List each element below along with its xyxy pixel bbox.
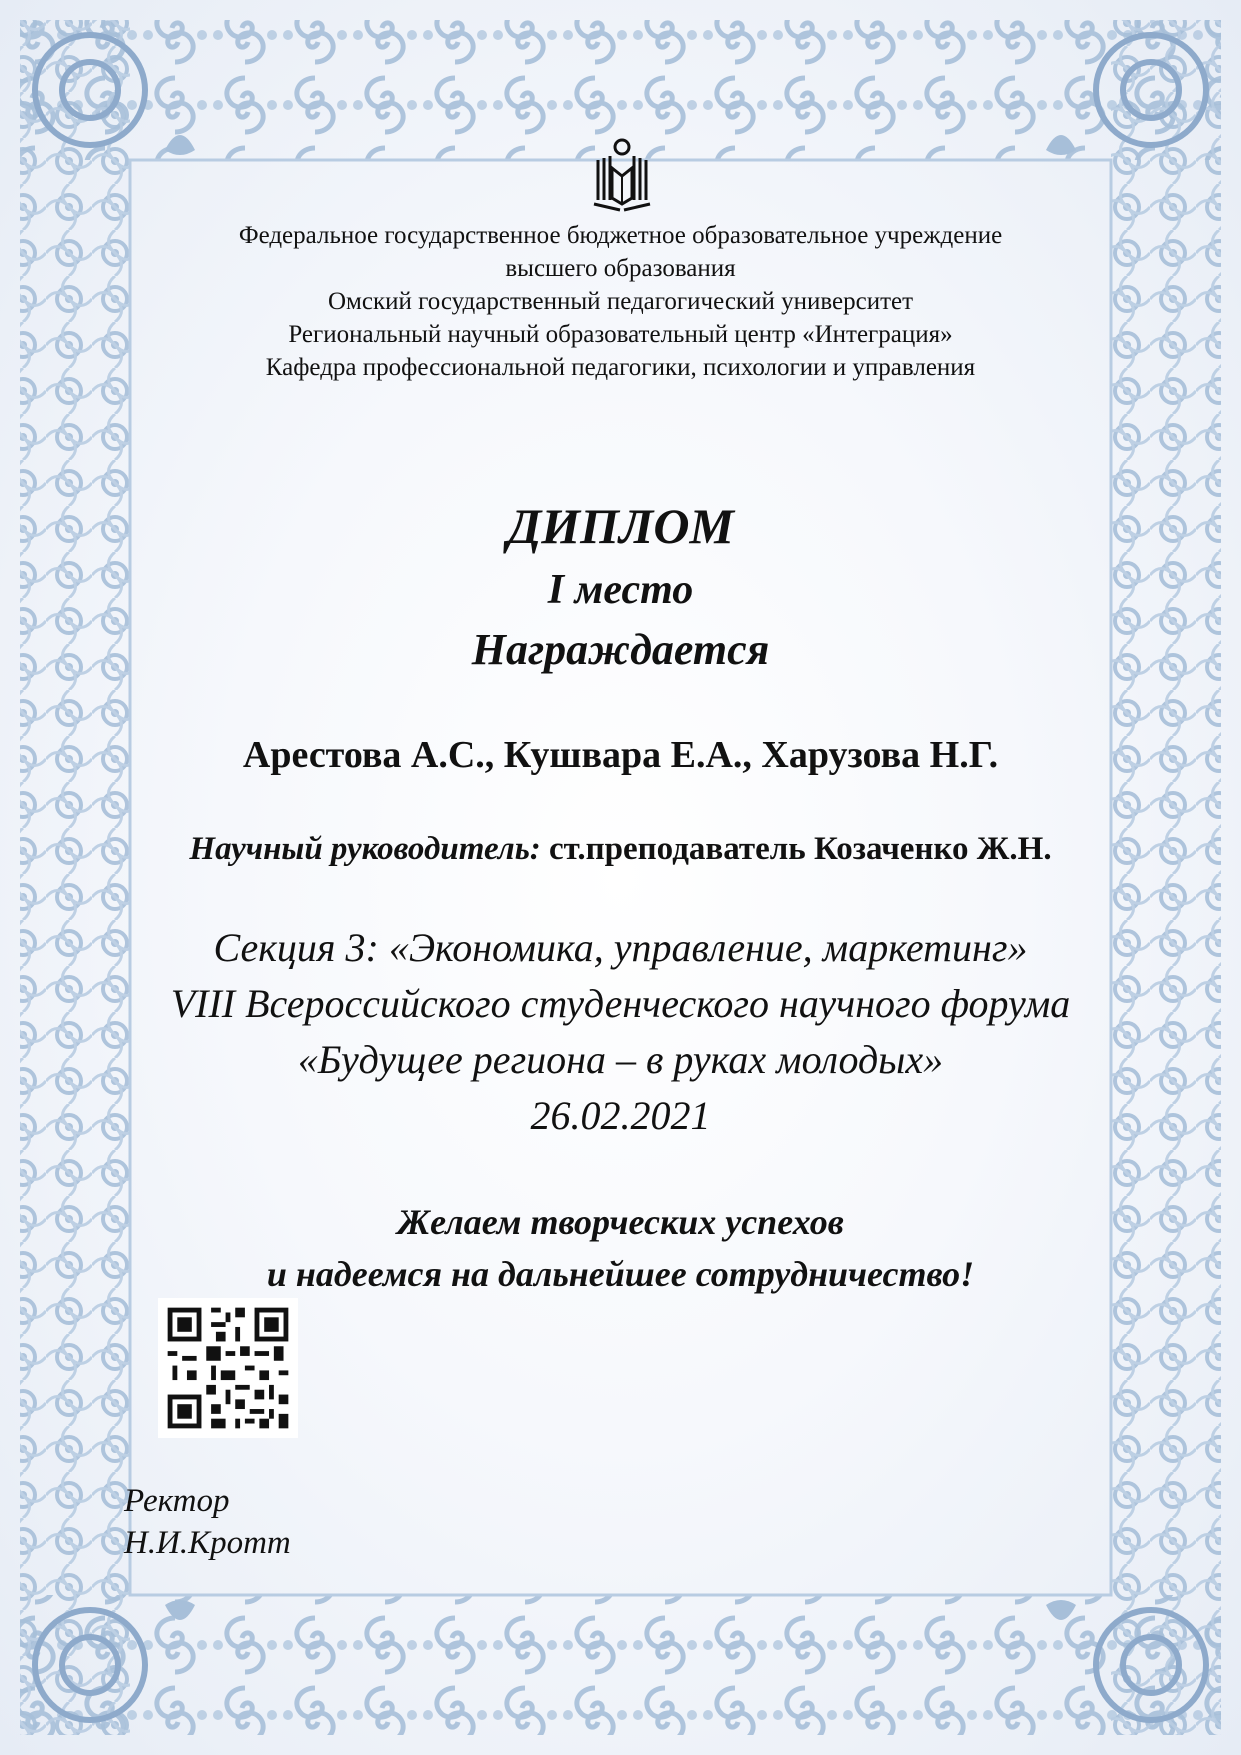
qr-code-icon — [158, 1298, 298, 1438]
institution-line: Федеральное государственное бюджетное образовательное учреждение — [238, 222, 1003, 249]
event-date: 26.02.2021 — [530, 1093, 711, 1138]
institution-line: Региональный научный образовательный центр «Интеграция» — [288, 321, 953, 348]
wishes-line: и надеемся на дальнейшее сотрудничество! — [266, 1254, 975, 1294]
university-logo-icon — [592, 138, 652, 214]
event-block — [110, 920, 1131, 1144]
institution-line: Кафедра профессиональной педагогики, психологии и управления — [265, 354, 976, 381]
wishes-block — [140, 1196, 1101, 1300]
signature-name: Н.И.Кротт — [124, 1525, 291, 1561]
advisor-value: ст.преподаватель Козаченко Ж.Н. — [549, 831, 1052, 867]
institution-line: Омский государственный педагогический университет — [327, 288, 914, 315]
diploma-title: ДИПЛОМ — [507, 498, 734, 554]
institution-header — [140, 219, 1101, 384]
event-forum: VIII Всероссийского студенческого научного форума — [170, 981, 1071, 1026]
place-label: I место — [547, 567, 694, 613]
awarded-label: Награждается — [471, 625, 770, 674]
signature-role: Ректор — [124, 1483, 230, 1519]
recipients: Арестова А.С., Кушвара Е.А., Харузова Н.Г. — [242, 734, 999, 776]
signature-block — [124, 1480, 291, 1564]
advisor-line — [120, 826, 1121, 872]
wishes-line: Желаем творческих успехов — [397, 1202, 844, 1242]
event-forum-name: «Будущее региона – в руках молодых» — [297, 1037, 944, 1082]
advisor-label: Научный руководитель: — [189, 831, 541, 867]
event-section: Секция 3: «Экономика, управление, маркетинг» — [213, 925, 1028, 970]
institution-line: высшего образования — [505, 255, 736, 282]
